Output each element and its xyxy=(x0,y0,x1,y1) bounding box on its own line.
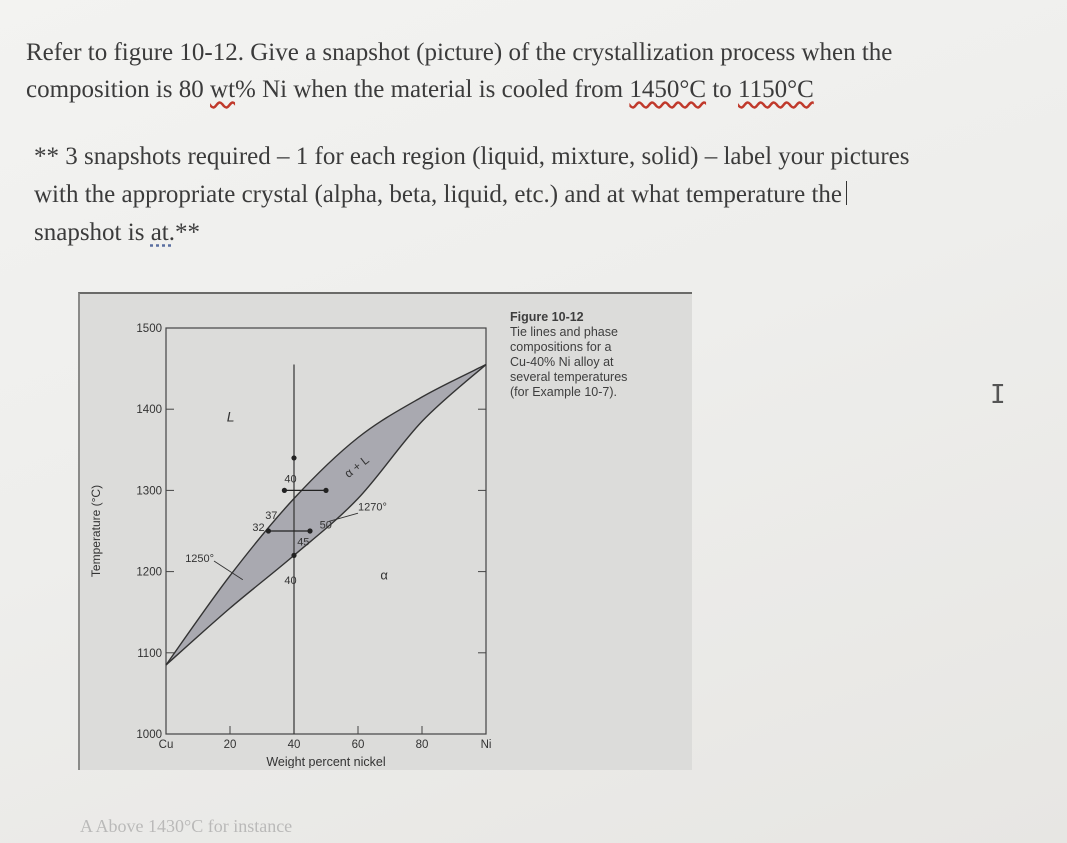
annotation-40-top: 40 xyxy=(284,473,297,486)
question-line-2-start: composition is 80 xyxy=(26,76,211,103)
x-tick-label: 80 xyxy=(415,739,429,751)
tie-line-1250-left-point xyxy=(266,528,271,533)
tie-line-1300-left-point xyxy=(282,488,287,493)
start-temperature: 1450°C xyxy=(629,76,707,103)
figure-caption xyxy=(510,310,690,400)
tie-line-1300-right-point xyxy=(323,488,328,493)
annotation-1270: 1270° xyxy=(358,501,387,514)
question-line-2 xyxy=(26,71,1026,108)
question-text xyxy=(26,34,1026,108)
annotation-37: 37 xyxy=(265,509,278,522)
question-line-1: Refer to figure 10-12. Give a snapshot (picture) of the crystallization process when the xyxy=(26,39,893,66)
x-axis-label: Weight percent nickel xyxy=(266,755,386,768)
end-temperature: 1150°C xyxy=(738,76,814,103)
figure-caption-line-5: (for Example 10-7). xyxy=(510,385,617,399)
region-label-alpha: α xyxy=(380,567,388,583)
question-line-2-mid: % Ni when the material is cooled from xyxy=(235,76,630,103)
note-line-2-text: with the appropriate crystal (alpha, beta, liquid, etc.) and at what temperature the xyxy=(34,181,843,208)
question-line-2-to: to xyxy=(706,76,739,103)
note-line-3-end: ** xyxy=(174,219,200,246)
solidus-point xyxy=(291,553,296,558)
x-tick-label: 40 xyxy=(287,739,301,751)
note-line-1: ** 3 snapshots required – 1 for each region (liquid, mixture, solid) – label your pictures xyxy=(34,143,910,170)
region-label-liquid: L xyxy=(226,408,235,425)
text-caret xyxy=(846,181,847,205)
y-axis-label: Temperature (°C) xyxy=(89,484,103,578)
y-tick-label: 1500 xyxy=(136,323,162,335)
i-beam-cursor-icon: I xyxy=(990,380,1006,410)
x-tick-label: 20 xyxy=(223,739,237,751)
note-line-2 xyxy=(34,176,1034,214)
note-line-3-start: snapshot is xyxy=(34,219,151,246)
y-tick-label: 1100 xyxy=(137,647,162,660)
figure-caption-line-4: several temperatures xyxy=(510,370,628,384)
annotation-45: 45 xyxy=(297,536,310,549)
note-line-3 xyxy=(34,214,1034,252)
figure-caption-line-3: Cu-40% Ni alloy at xyxy=(510,355,614,369)
y-tick-label: 1000 xyxy=(136,729,162,741)
annotation-50: 50 xyxy=(319,519,332,532)
x-tick-label: 60 xyxy=(351,739,365,751)
note-line-3-underlined: at. xyxy=(150,219,175,246)
figure-caption-line-1: Tie lines and phase xyxy=(510,325,618,339)
phase-diagram-chart xyxy=(78,292,508,768)
x-tick-label: Ni xyxy=(480,739,492,751)
spelling-underlined-unit: wt xyxy=(210,76,236,103)
y-tick-label: 1300 xyxy=(136,485,162,498)
liquidus-point xyxy=(291,455,296,460)
annotation-1250: 1250° xyxy=(185,552,215,565)
instructions-note xyxy=(34,138,1034,252)
cut-off-answer-text: A Above 1430°C for instance xyxy=(80,816,293,836)
y-tick-label: 1400 xyxy=(136,404,162,417)
figure-caption-title: Figure 10-12 xyxy=(510,310,584,324)
x-tick-label: Cu xyxy=(158,739,174,751)
region-label-two-phase: α + L xyxy=(341,452,372,481)
two-phase-region xyxy=(166,365,486,665)
y-tick-label: 1200 xyxy=(136,566,162,579)
tie-line-1250-right-point xyxy=(307,528,312,533)
figure-caption-line-2: compositions for a xyxy=(510,340,612,354)
annotation-32: 32 xyxy=(252,522,265,534)
annotation-40-bottom: 40 xyxy=(284,574,297,587)
